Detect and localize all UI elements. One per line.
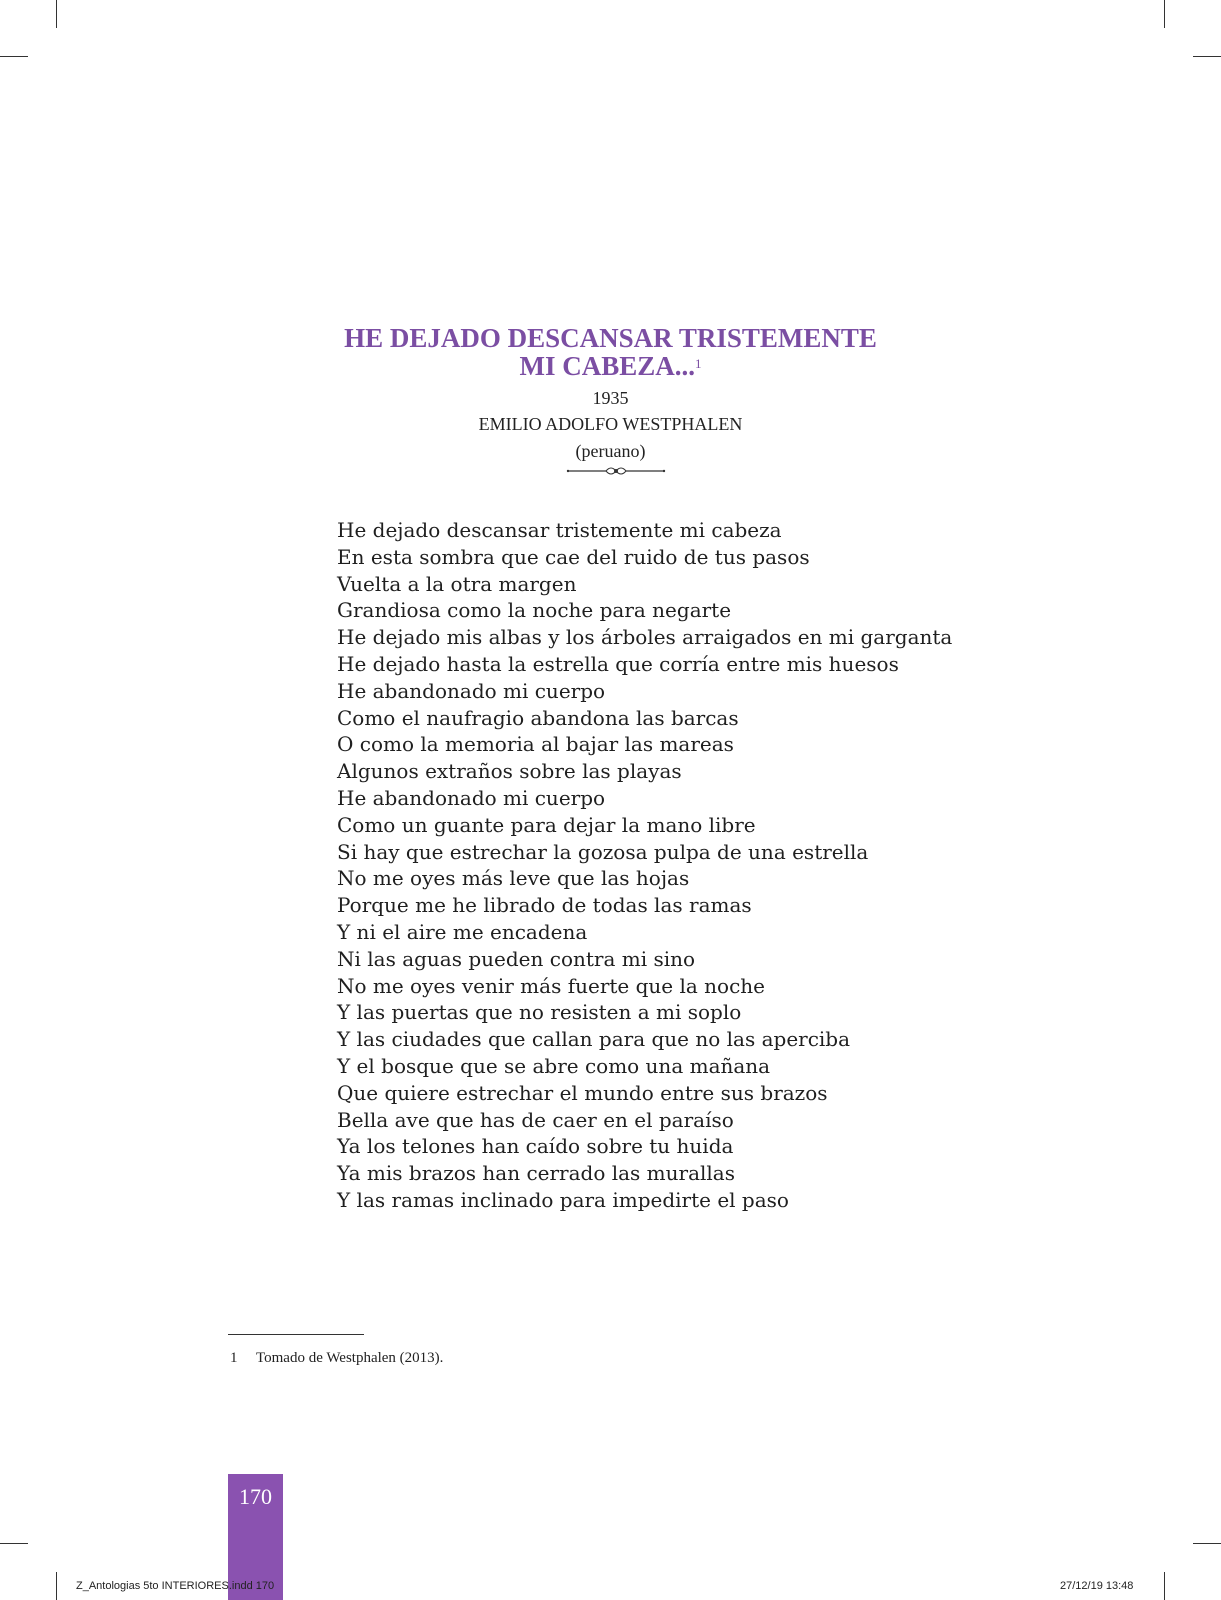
crop-mark (56, 0, 57, 28)
poem-line: Algunos extraños sobre las playas (337, 759, 682, 784)
poem-line: Y las ramas inclinado para impedirte el paso (337, 1187, 789, 1212)
poem-line: O como la memoria al bajar las mareas (337, 732, 734, 757)
poem-line: Como un guante para dejar la mano libre (337, 812, 756, 837)
footnote-number: 1 (230, 1350, 238, 1366)
poem-line: Porque me he librado de todas las ramas (337, 893, 752, 918)
slug-filename: Z_Antologias 5to INTERIORES.indd 170 (76, 1580, 275, 1592)
footnote-divider (228, 1334, 364, 1335)
crop-mark (56, 1572, 57, 1600)
poem-line: Vuelta a la otra margen (337, 571, 577, 596)
crop-mark (1164, 1572, 1165, 1600)
poem-line: Que quiere estrechar el mundo entre sus brazos (337, 1080, 828, 1105)
slug-date: 27/12/19 13:48 (1060, 1580, 1134, 1592)
poem-line: Grandiosa como la noche para negarte (337, 598, 732, 623)
poem-line: He dejado descansar tristemente mi cabeza (337, 518, 782, 542)
crop-mark (0, 56, 28, 57)
title-line-1: HE DEJADO DESCANSAR TRISTEMENTE (344, 323, 877, 353)
poem-body (337, 517, 1017, 1214)
title-line-2: MI CABEZA... (519, 351, 695, 381)
poem-line: He abandonado mi cuerpo (337, 785, 606, 810)
poem-line: He dejado hasta la estrella que corría entre mis huesos (337, 651, 899, 676)
poem-line: No me oyes más leve que las hojas (337, 866, 690, 891)
poem-line: Bella ave que has de caer en el paraíso (337, 1107, 734, 1132)
crop-mark (0, 1543, 28, 1544)
poem-line: Y ni el aire me encadena (337, 919, 588, 944)
poem-author: EMILIO ADOLFO WESTPHALEN (478, 414, 743, 434)
poem-line: Si hay que estrechar la gozosa pulpa de una estrella (337, 839, 869, 864)
poem-title (0, 324, 1221, 380)
poem-line: En esta sombra que cae del ruido de tus pasos (337, 544, 810, 569)
poem-line: Y las puertas que no resisten a mi soplo (337, 1000, 742, 1025)
poem-line: Y el bosque que se abre como una mañana (337, 1053, 771, 1078)
poem-line: Ya mis brazos han cerrado las murallas (337, 1161, 735, 1186)
poem-line: Ya los telones han caído sobre tu huida (337, 1134, 734, 1159)
crop-mark (1164, 0, 1165, 28)
poem-year: 1935 (592, 388, 629, 408)
footnote-reference[interactable]: 1 (695, 356, 702, 371)
footnote-text: Tomado de Westphalen (2013). (256, 1350, 444, 1366)
poem-line: Ni las aguas pueden contra mi sino (337, 946, 696, 971)
footnote (230, 1350, 443, 1367)
decorative-ornament-icon (566, 464, 666, 478)
poem-line: Como el naufragio abandona las barcas (337, 705, 739, 730)
poem-line: He abandonado mi cuerpo (337, 678, 606, 703)
poem-line: He dejado mis albas y los árboles arraigados en mi garganta (337, 625, 953, 650)
poem-line: No me oyes venir más fuerte que la noche (337, 973, 765, 998)
page-number: 170 (239, 1484, 272, 1509)
crop-mark (1193, 56, 1221, 57)
author-nationality: (peruano) (575, 441, 646, 461)
crop-mark (1193, 1543, 1221, 1544)
poem-line: Y las ciudades que callan para que no las aperciba (337, 1027, 851, 1052)
